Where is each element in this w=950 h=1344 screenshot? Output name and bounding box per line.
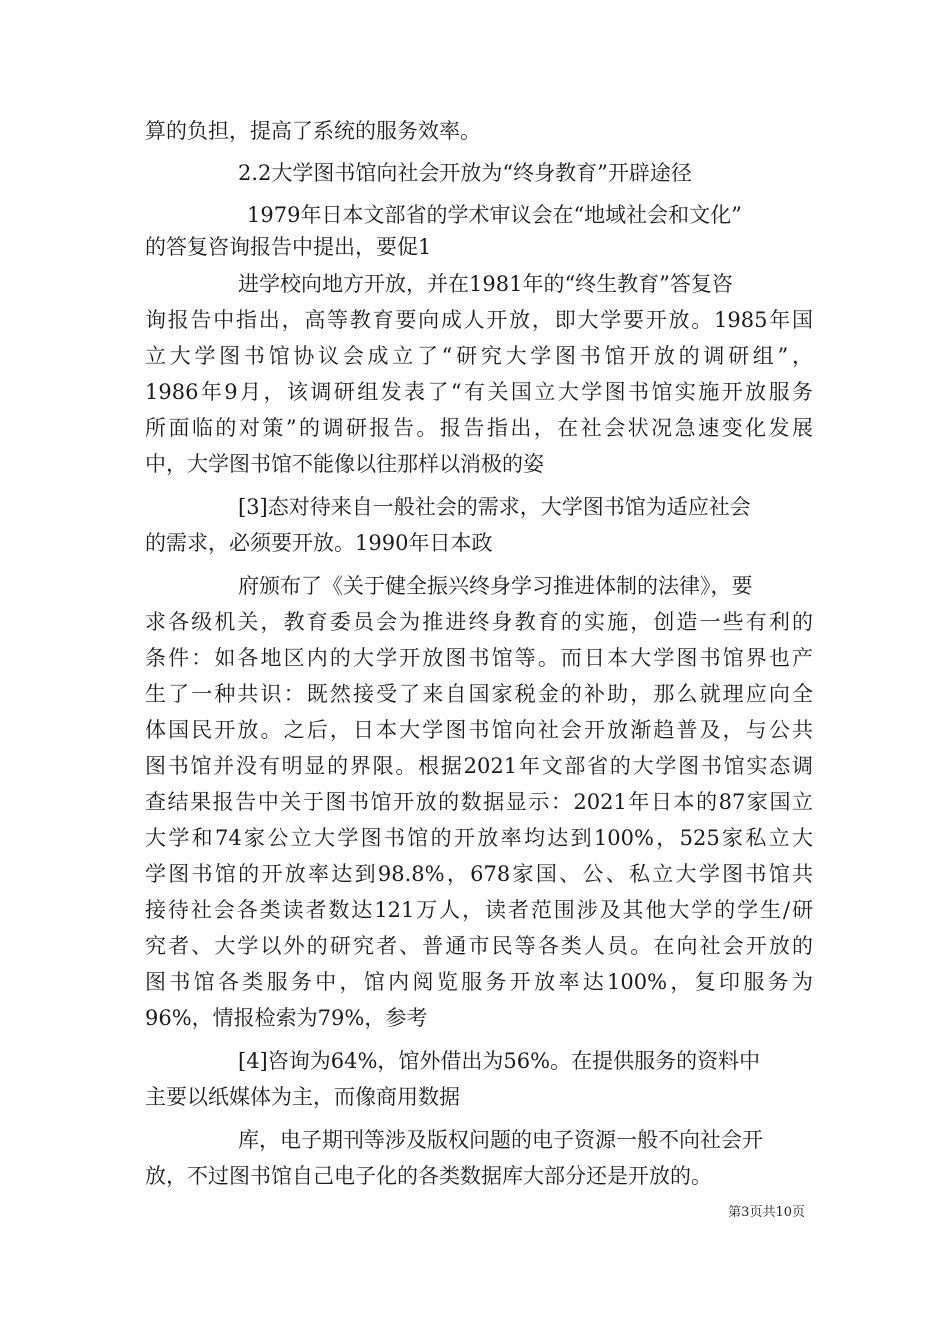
text-line: 求各级机关，教育委员会为推进终身教育的实施，创造一些有利的 — [145, 610, 813, 634]
text-line: 的需求，必须要开放。1990年日本政 — [145, 531, 493, 555]
text-line: 条件：如各地区内的大学开放图书馆等。而日本大学图书馆界也产 — [145, 646, 813, 670]
text-line: 中，大学图书馆不能像以往那样以消极的姿 — [145, 452, 544, 476]
text-line: [3]态对待来自一般社会的需求，大学图书馆为适应社会 — [238, 495, 751, 519]
text-line: 进学校向地方开放，并在1981年的“终生教育”答复咨 — [238, 272, 733, 296]
text-line: 询报告中指出，高等教育要向成人开放，即大学要开放。1985年国 — [145, 308, 813, 332]
text-line: 学图书馆的开放率达到98.8%，678家国、公、私立大学图书馆共 — [145, 862, 813, 886]
text-line: 生了一种共识：既然接受了来自国家税金的补助，那么就理应向全 — [145, 682, 813, 706]
text-line: 究者、大学以外的研究者、普通市民等各类人员。在向社会开放的 — [145, 934, 813, 958]
text-line: 大学和74家公立大学图书馆的开放率均达到100%，525家私立大 — [145, 826, 813, 850]
text-line: 所面临的对策”的调研报告。报告指出，在社会状况急速变化发展 — [145, 416, 813, 440]
text-line: 图书馆并没有明显的界限。根据2021年文部省的大学图书馆实态调 — [145, 754, 813, 778]
text-line: 主要以纸媒体为主，而像商用数据 — [145, 1085, 460, 1109]
text-line: 的答复咨询报告中提出，要促1 — [145, 235, 432, 259]
text-line: 1979年日本文部省的学术审议会在“地域社会和文化” — [247, 203, 742, 227]
text-line: [4]咨询为64%，馆外借出为56%。在提供服务的资料中 — [238, 1049, 761, 1073]
text-line: 1986年9月，该调研组发表了“有关国立大学图书馆实施开放服务 — [145, 380, 813, 404]
text-line: 库，电子期刊等涉及版权问题的电子资源一般不向社会开 — [238, 1128, 763, 1152]
text-line: 图书馆各类服务中，馆内阅览服务开放率达100%，复印服务为 — [145, 970, 813, 994]
text-line: 立大学图书馆协议会成立了“研究大学图书馆开放的调研组”， — [145, 344, 813, 368]
text-line: 算的负担，提高了系统的服务效率。 — [145, 119, 481, 143]
text-line: 体国民开放。之后，日本大学图书馆向社会开放渐趋普及，与公共 — [145, 718, 813, 742]
text-line: 接待社会各类读者数达121万人，读者范围涉及其他大学的学生/研 — [145, 898, 813, 922]
text-line: 查结果报告中关于图书馆开放的数据显示：2021年日本的87家国立 — [145, 790, 813, 814]
section-heading: 2.2大学图书馆向社会开放为“终身教育”开辟途径 — [238, 161, 692, 185]
page-number-footer: 第3页共10页 — [728, 1205, 805, 1220]
text-line: 96%，情报检索为79%，参考 — [145, 1006, 428, 1030]
text-line: 府颁布了《关于健全振兴终身学习推进体制的法律》，要 — [238, 574, 753, 598]
text-line: 放，不过图书馆自己电子化的各类数据库大部分还是开放的。 — [145, 1164, 712, 1188]
